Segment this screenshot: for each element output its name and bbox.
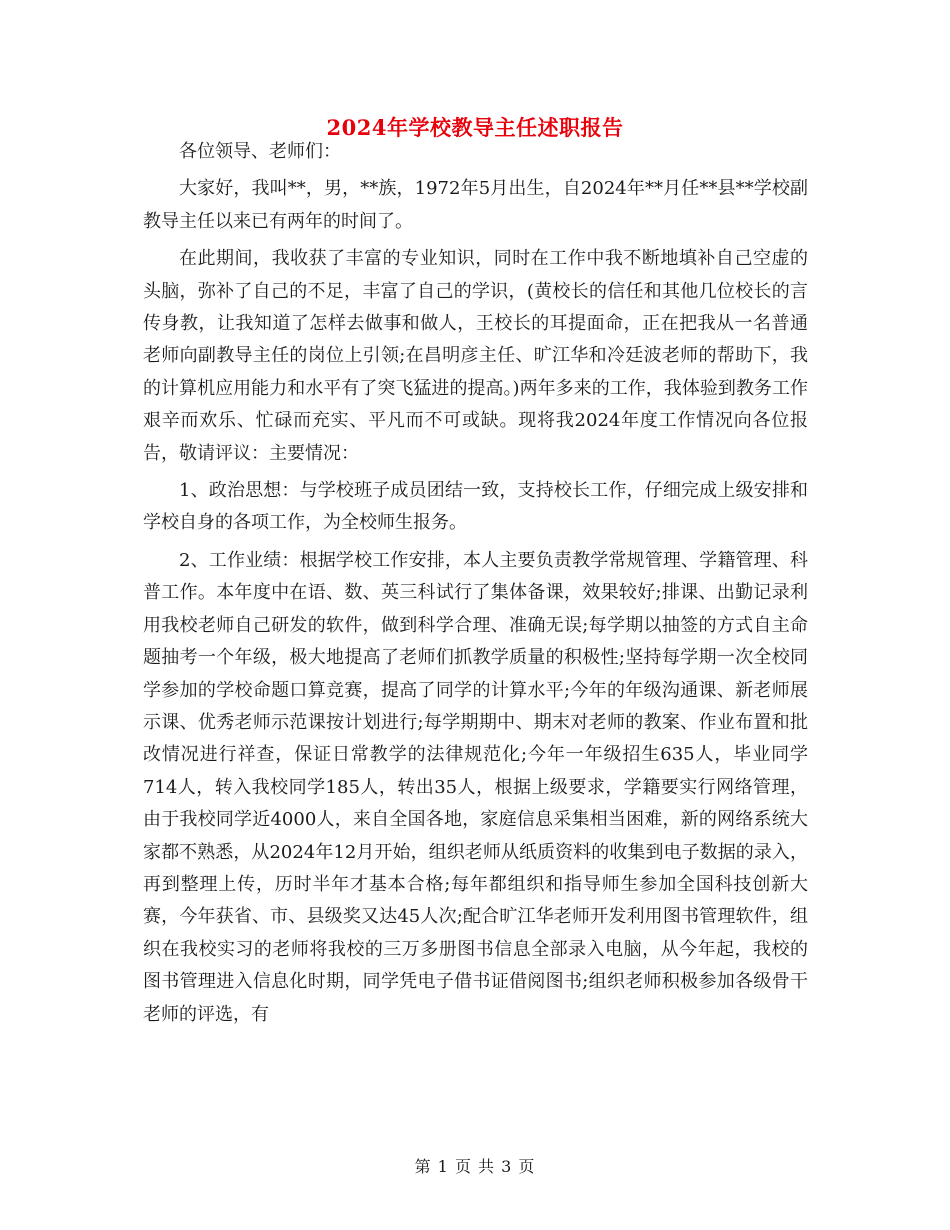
political-paragraph: 1、政治思想：与学校班子成员团结一致，支持校长工作，仔细完成上级安排和学校自身的各项工作，为全校师生报务。 (143, 480, 808, 534)
performance-paragraph: 2、工作业绩：根据学校工作安排，本人主要负责教学常规管理、学籍管理、科普工作。本年度中在语、数、英三科试行了集体备课，效果较好;排课、出勤记录利用我校老师自己研发的软件，做到科学合理、准确无误;每学期以抽签的方式自主命题抽考一个年级，极大地提高了老师们抓教学质量的积极性;坚持每学期一次全校同学参加的学校命题口算竞赛，提高了同学的计算水平;今年的年级沟通课、新老师展示课、优秀老师示范课按计划进行;每学期期中、期末对老师的教案、作业布置和批改情况进行祥查，保证日常教学的法律规范化;今年一年级招生635人，毕业同学714人，转入我校同学185人，转出35人，根据上级要求，学籍要实行网络管理，由于我校同学近4000人，来自全国各地，家庭信息采集相当困难，新的网络系统大家都不熟悉，从2024年12月开始，组织老师从纸质资料的收集到电子数据的录入，再到整理上传，历时半年才基本合格;每年都组织和指导师生参加全国科技创新大赛，今年获省、市、县级奖又达45人次;配合旷江华老师开发利用图书管理软件，组织在我校实习的老师将我校的三万多册图书信息全部录入电脑，从今年起，我校的图书管理进入信息化时期，同学凭电子借书证借阅图书;组织老师积极参加各级骨干老师的评选，有 (143, 549, 808, 1025)
document-body (143, 136, 808, 1031)
document-title: 2024年学校教导主任述职报告 (326, 115, 624, 140)
period-paragraph: 在此期间，我收获了丰富的专业知识，同时在工作中我不断地填补自己空虚的头脑，弥补了自己的不足，丰富了自己的学识，(黄校长的信任和其他几位校长的言传身教，让我知道了怎样去做事和做人，王校长的耳提面命，正在把我从一名普通老师向副教导主任的岗位上引领;在昌明彦主任、旷江华和冷廷波老师的帮助下，我的计算机应用能力和水平有了突飞猛进的提高。)两年多来的工作，我体验到教务工作艰辛而欢乐、忙碌而充实、平凡而不可或缺。现将我2024年度工作情况向各位报告，敬请评议：主要情况： (143, 248, 808, 464)
page-number-footer: 第 1 页 共 3 页 (414, 1157, 536, 1176)
intro-paragraph: 大家好，我叫**，男，**族，1972年5月出生，自2024年**月任**县**学校副教导主任以来已有两年的时间了。 (143, 178, 808, 232)
salutation-paragraph: 各位领导、老师们： (179, 141, 341, 162)
